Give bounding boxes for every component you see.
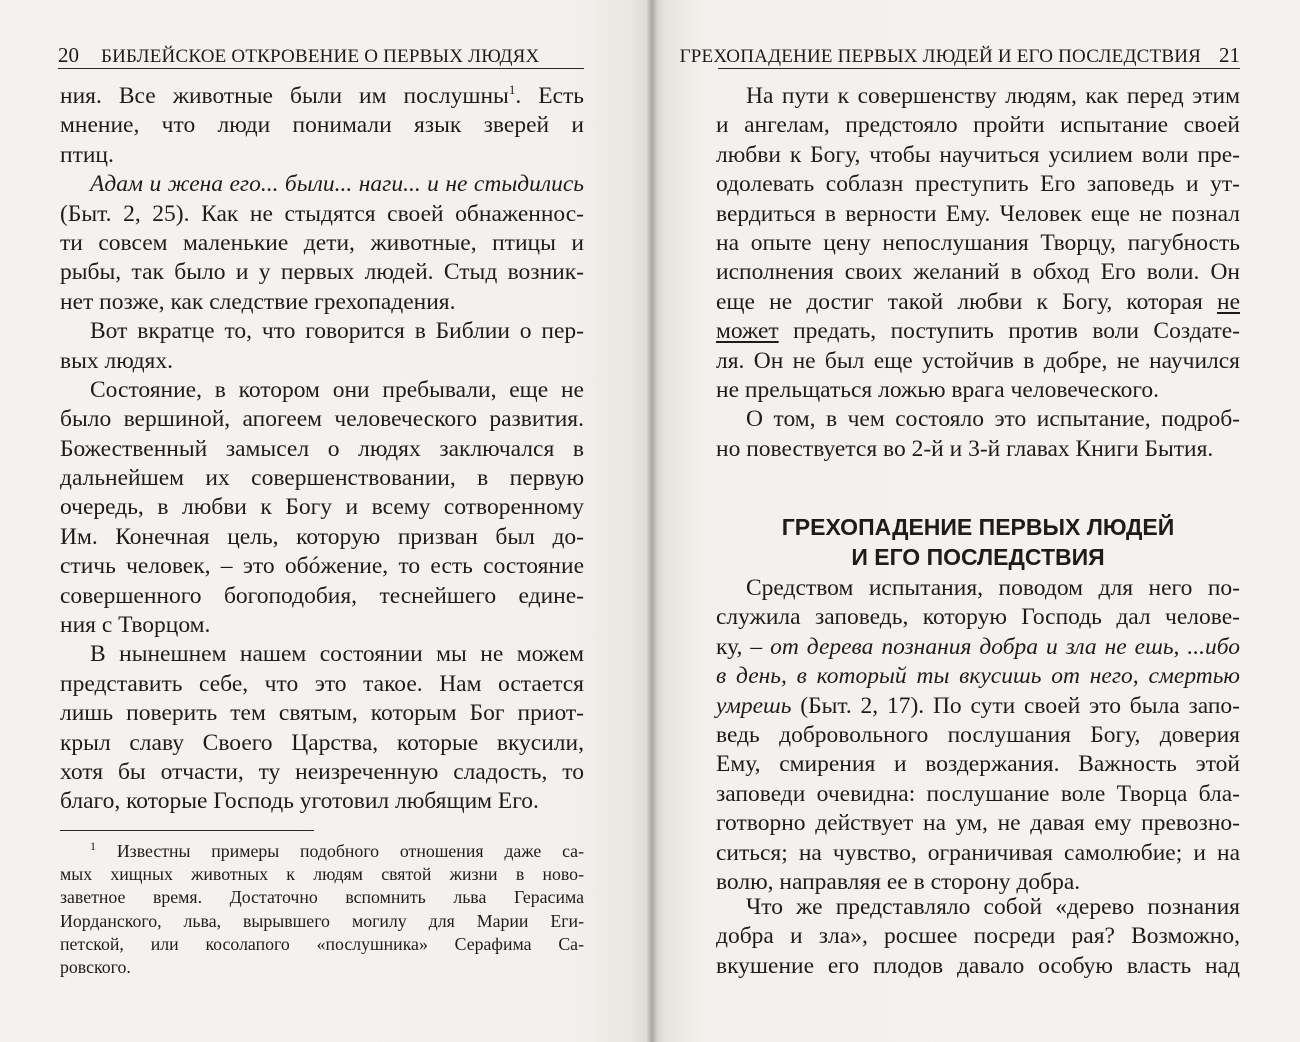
- text-line: заповеди очевидна: послушание воле Творца бла-: [716, 780, 1240, 807]
- scripture-quote: умрешь: [716, 692, 792, 719]
- running-head-title-right: ГРЕХОПАДЕНИЕ ПЕРВЫХ ЛЮДЕЙ И ЕГО ПОСЛЕДСТВИЯ: [679, 46, 1201, 67]
- text-line: В нынешнем нашем состоянии мы не можем: [90, 641, 584, 668]
- text-line: очередь, в любви к Богу и всему сотворенному: [60, 494, 584, 521]
- text-line: одолевать соблазн преступить Его заповедь и ут-: [716, 171, 1240, 198]
- section-heading-line: И ЕГО ПОСЛЕДСТВИЯ: [851, 544, 1105, 570]
- text-line: Состояние, в котором они пребывали, еще не: [90, 376, 584, 403]
- left-running-head: [58, 42, 584, 69]
- text-line: мнение, что люди понимали язык зверей и: [60, 112, 584, 139]
- footnote-reference: 1: [508, 82, 516, 98]
- text-line: волю, направляя ее в сторону добра.: [716, 868, 1081, 895]
- text-line: вкушение его плодов давало особую власть над: [716, 952, 1240, 979]
- text-line: Им. Конечная цель, которую призван был до-: [60, 523, 584, 550]
- text-line: было вершиной, апогеем человеческого развития.: [60, 406, 584, 433]
- underlined-word: не: [1217, 288, 1241, 315]
- section-body: [716, 893, 1240, 981]
- footnote-mark: 1: [90, 839, 96, 854]
- footnote-rule: [60, 830, 314, 831]
- text-line: умрешь (Быт. 2, 17). По сути своей это была запо-: [716, 692, 1240, 719]
- left-page-body: [60, 82, 584, 817]
- text-line: вых людях.: [60, 347, 173, 374]
- underlined-word: может: [716, 318, 779, 345]
- footnote-line: заветное время. Достаточно вспомнить льва Герасима: [60, 887, 584, 908]
- text-line: любви к Богу, чтобы научиться усилием воли пре-: [716, 141, 1240, 168]
- text-line: стичь человек, – это обóжение, то есть состояние: [60, 553, 584, 580]
- text-line: На пути к совершенству людям, как перед этим: [746, 83, 1240, 109]
- text-line: и ангелам, предстояло пройти испытание своей: [716, 112, 1240, 139]
- scripture-quote: от дерева познания добра и зла не ешь, ...ибо: [770, 633, 1241, 660]
- section-body: [716, 574, 1240, 897]
- scripture-quote: в день, в который ты вкусишь от него, смертью: [716, 663, 1240, 690]
- text-line: исполнения своих желаний в обход Его воли. Он: [716, 259, 1240, 286]
- section-heading-line: ГРЕХОПАДЕНИЕ ПЕРВЫХ ЛЮДЕЙ: [781, 514, 1175, 540]
- text-line: вердиться в верности Ему. Человек еще не познал: [716, 200, 1240, 227]
- running-head-title-left: БИБЛЕЙСКОЕ ОТКРОВЕНИЕ О ПЕРВЫХ ЛЮДЯХ: [101, 46, 540, 67]
- text-line: еще не достиг такой любви к Богу, которая не: [716, 288, 1241, 315]
- text-line: Ему, смирения и воздержания. Важность этой: [716, 751, 1240, 778]
- right-page-body: [716, 82, 1240, 464]
- text-line: на опыте цену непослушания Творцу, пагубность: [716, 229, 1240, 256]
- footnote-line: петской, или косолапого «послушника» Серафима Са-: [60, 933, 584, 954]
- text-line: крыл славу Своего Царства, которые вкусили,: [60, 729, 584, 756]
- text-line: ку, – от дерева познания добра и зла не ешь, ...ибо: [716, 633, 1241, 660]
- right-page: [652, 0, 1300, 1042]
- text-line: лишь поверить тем святым, которым Бог приот-: [60, 700, 584, 727]
- footnote-line: Иорданского, льва, вырывшего могилу для Марии Еги-: [60, 910, 584, 931]
- text-line: но повествуется во 2-й и 3-й главах Книги Бытия.: [716, 435, 1214, 462]
- book-gutter: [647, 0, 657, 1042]
- footnote-line: $^1$ Известны примеры подобного отношения даже са-: [90, 839, 584, 861]
- scripture-quote: Адам и жена его... были... наги... и не стыдились: [90, 171, 584, 198]
- text-line: дальнейшем их совершенствовании, в первую: [60, 465, 584, 492]
- text-line: Средством испытания, поводом для него по-: [746, 575, 1240, 601]
- text-line: (Быт. 2, 25). Как не стыдятся своей обнаженнос-: [60, 200, 584, 227]
- text-line: совершенного богоподобия, теснейшего едине-: [60, 582, 584, 609]
- text-line: хотя бы отчасти, ту неизреченную сладость, то: [60, 758, 584, 785]
- text-line: ситься; на чувство, ограничивая самолюбие; и на: [716, 839, 1240, 866]
- text-line: ния. Все животные были им послушны$^1$. Есть: [60, 82, 584, 109]
- footnote-line: ровского.: [60, 956, 131, 977]
- right-running-head: [679, 42, 1240, 69]
- text-line: готворно действует на ум, не давая ему превозно-: [716, 810, 1240, 837]
- page-number-right: 21: [1219, 43, 1240, 67]
- text-line: благо, которые Господь уготовил любящим Его.: [60, 788, 539, 815]
- section-heading: [716, 512, 1240, 572]
- text-line: рыбы, так было и у первых людей. Стыд возник-: [60, 259, 584, 286]
- text-line: служила заповедь, которую Господь дал челове-: [716, 604, 1240, 631]
- text-line: птиц.: [60, 141, 114, 168]
- text-line: Что же представляло собой «дерево познания: [746, 894, 1240, 920]
- text-line: ведь добровольного послушания Богу, доверия: [716, 721, 1240, 748]
- text-line: может предать, поступить против воли Создате-: [716, 318, 1240, 345]
- text-line: Божественный замысел о людях заключался в: [60, 435, 584, 462]
- footnote-line: мых хищных животных к людям святой жизни в ново-: [60, 864, 584, 885]
- text-line: нет позже, как следствие грехопадения.: [60, 288, 456, 315]
- text-line: ти совсем маленькие дети, животные, птицы и: [60, 229, 584, 256]
- text-line: ния с Творцом.: [60, 612, 211, 639]
- text-line: ля. Он не был еще устойчив в добре, не научился: [716, 347, 1240, 374]
- page-number-left: 20: [58, 43, 79, 67]
- text-line: представить себе, что это такое. Нам остается: [60, 670, 584, 697]
- text-line: Вот вкратце то, что говорится в Библии о пер-: [90, 318, 584, 345]
- text-line: не прельщаться ложью врага человеческого.: [716, 376, 1160, 403]
- text-line: добра и зла», росшее посреди рая? Возможно,: [716, 923, 1240, 950]
- text-line: О том, в чем состояло это испытание, подроб-: [746, 406, 1240, 433]
- footnote: [60, 840, 584, 979]
